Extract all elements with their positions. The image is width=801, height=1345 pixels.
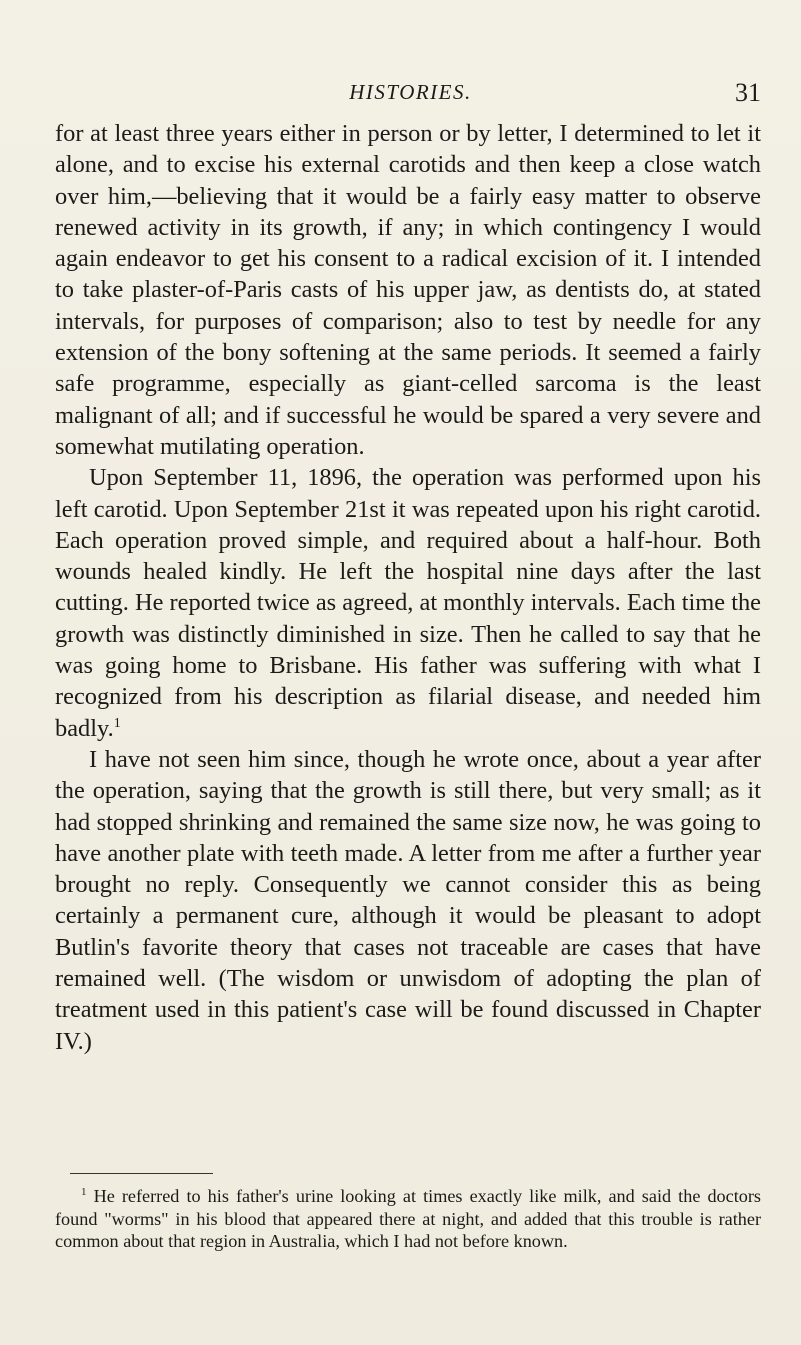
page-number: 31 [735,78,761,107]
footnote-text: He referred to his father's urine looking at times exactly like milk, and said the doctors found "worms" in his blood that appeared there at night, and added that this trouble is rather common about that region in Australia, which I had not before known. [55,1186,762,1251]
body-text [55,118,761,1057]
paragraph-1: for at least three years either in person or by letter, I determined to let it alone, and to excise his external carotids and then keep a close watch over him,—believing that it would be a fairly easy matter to observe renewed activity in its growth, if any; in which contingency I would again endeavor to get his consent to a radical excision of it. I intended to take plaster-of-Paris casts of his upper jaw, as dentists do, at stated intervals, for purposes of comparison; also to test by needle for any extension of the bony softening at the same periods. It seemed a fairly safe programme, especially as giant-celled sarcoma is the least malignant of all; and if successful he would be spared a very severe and somewhat mutilating operation. [55,120,761,460]
footnote-marker: 1 [81,1185,87,1198]
footnote [55,1185,761,1253]
running-title: HISTORIES. [349,80,472,104]
footnote-divider [70,1173,213,1174]
paragraph-3: I have not seen him since, though he wrote once, about a year after the operation, saying that the growth is still there, but very small; as it had stopped shrinking and remained the same size now, he was going to have another plate with teeth made. A letter from me after a further year brought no reply. Consequently we cannot consider this as being certainly a permanent cure, although it would be pleasant to adopt Butlin's favorite theory that cases not traceable are cases that have remained well. (The wisdom or unwisdom of adopting the plan of treatment used in this patient's case will be found discussed in Chapter IV.) [55,745,761,1055]
paragraph-2-text: Upon September 11, 1896, the operation was performed upon his left carotid. Upon September 21st it was repeated upon his right carotid. Each operation proved simple, and required about a half-hour. Both wounds healed kindly. He left the hospital nine days after the last cutting. He reported twice as agreed, at monthly intervals. Each time the growth was distinctly diminished in size. Then he called to say that he was going home to Brisbane. His father was suffering with what I recognized from his description as filarial disease, and needed him badly. [55,464,761,742]
paragraph-2 [55,462,761,744]
running-head [60,78,761,108]
footnote-reference: 1 [113,715,121,731]
